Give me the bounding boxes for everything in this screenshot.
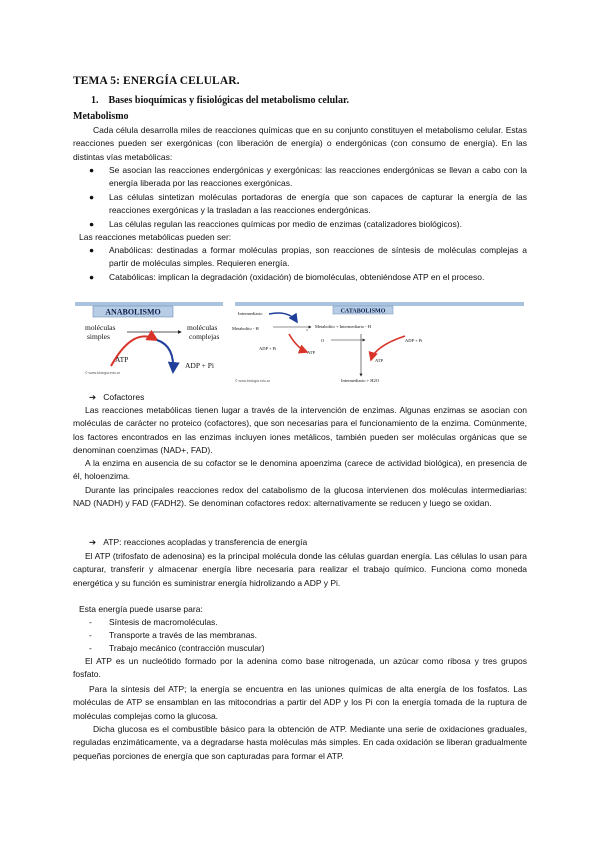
bullet-text: Se asocian las reacciones endergónicas y exergónicas: las reacciones endergónicas se llevan a cabo con la energía liberada por las reacciones exergónicas.: [109, 165, 527, 189]
simple-molecules-label: simples: [87, 332, 110, 341]
subsection-heading: Metabolismo: [73, 111, 129, 122]
dash-item: [89, 642, 265, 655]
bullet-text: Catabólicas: implican la degradación (oxidación) de biomoléculas, obteniéndose ATP en el proceso.: [109, 272, 485, 282]
bullet-dot: ●: [89, 245, 95, 255]
adp-label: ADP + Pi: [185, 361, 214, 370]
atp-heading: [89, 536, 307, 549]
anabolism-credit: © www.biologia.edu.ar: [85, 371, 120, 375]
metabolism-diagram: [75, 302, 524, 386]
complex-molecules-label: complejas: [189, 332, 220, 341]
catabolism-label: CATABOLISMO: [340, 308, 386, 315]
atp-right-label: ATP: [375, 358, 384, 363]
metabolite-label: Metabolito - H: [232, 326, 259, 331]
bullet-text: Las células sintetizan moléculas portadoras de energía que son capaces de capturar la energía de las reacciones exergónicas y la trasladan a las reacciones endergónicas.: [109, 192, 527, 216]
bullet-text: Anabólicas: destinadas a formar moléculas propias, son reacciones de síntesis de moléculas complejas a partir de moléculas simples. Requieren energía.: [109, 245, 527, 269]
blue-arrow: [157, 340, 173, 372]
atp-paragraph-3: Para la síntesis del ATP; la energía se encuentra en las uniones químicas de alta energía de los fosfatos. Las moléculas de ATP se ensamblan en las mitocondrias a partir del ADP y los Pi con la energía tomada de la ruptura de moléculas complejas como la glucosa.: [73, 684, 527, 721]
section-heading: [91, 95, 349, 106]
atp-paragraph-1: El ATP (trifosfato de adenosina) es la principal molécula donde las células guardan energía. Las células lo usan para capturar, transferir y almacenar energía libre necesaria para realizar el trabajo químico. Funciona como moneda energética y su función es suministrar energía hidrolizando a ADP y Pi.: [73, 551, 527, 588]
cofactores-title: Cofactores: [103, 392, 145, 402]
bullet-dot: ●: [89, 192, 95, 202]
bullet-dot: ●: [89, 219, 95, 229]
section-title: Bases bioquímicas y fisiológicas del metabolismo celular.: [108, 95, 349, 106]
bullet-item: [89, 218, 527, 231]
products-label: Metabolito + Intermediario - H: [315, 324, 372, 329]
cofactores-paragraph-1: Las reacciones metabólicas tienen lugar a través de la intervención de enzimas. Algunas enzimas se asocian con moléculas de carácter no proteico (cofactores), que son necesarias para el funcionamiento de la enzima. Comúnmente, los factores encontrados en las enzimas incluyen iones metálicos, también pueden ser moléculas orgánicas que se denominan coenzimas (NAD+, FAD).: [73, 405, 527, 456]
bullet-item: [89, 271, 527, 284]
anabolism-panel: [75, 302, 223, 375]
red-arrow: [289, 334, 307, 352]
bullet-text: Las células regulan las reacciones químicas por medio de enzimas (catalizadores biológicos).: [109, 219, 462, 229]
anabolism-label: ANABOLISMO: [105, 307, 161, 317]
red-arrow: [371, 336, 405, 360]
adp-left-label: ADP + Pi: [259, 346, 277, 351]
section-number: 1.: [91, 95, 99, 106]
dash-item: [89, 629, 257, 642]
dash-marker: -: [89, 617, 92, 627]
catabolism-panel: [232, 302, 524, 383]
dash-text: Transporte a través de las membranas.: [109, 630, 258, 640]
intermediario-label: Intermediario: [238, 311, 263, 316]
cofactores-heading: [89, 391, 144, 404]
atp-paragraph-2: El ATP es un nucleótido formado por la adenina como base nitrogenada, un azúcar como ribosa y tres grupos fosfato.: [73, 656, 527, 680]
atp-left-label: ATP: [307, 350, 316, 355]
atp-title: ATP: reacciones acopladas y transferencia de energía: [103, 537, 308, 547]
dash-text: Síntesis de macromoléculas.: [109, 617, 218, 627]
arrow-icon: ➔: [89, 392, 97, 402]
atp-paragraph-4: Dicha glucosa es el combustible básico para la obtención de ATP. Mediante una serie de oxidaciones graduales, reguladas enzimáticamente, va a degradarse hasta moléculas más simples. En cada oxidación se liberan gradualmente pequeñas porciones de energía que son capturadas para formar el ATP.: [73, 724, 527, 761]
document-title: TEMA 5: ENERGÍA CELULAR.: [73, 75, 240, 87]
cofactores-paragraph-3: Durante las principales reacciones redox del catabolismo de la glucosa intervienen dos moléculas intermediarias: NAD (NADH) y FAD (FADH2). Se denominan cofactores redox: alternativamente se reducen y luego se oxidan.: [73, 485, 527, 509]
bottom-products-label: Intermediario + H2O: [341, 378, 380, 383]
complex-molecules-label: moléculas: [187, 323, 218, 332]
cofactores-paragraph-2: A la enzima en ausencia de su cofactor se le denomina apoenzima (carece de actividad biológica), en presencia de él, holoenzima.: [73, 458, 527, 482]
adp-right-label: ADP + Pi: [405, 338, 423, 343]
oxygen-label: O: [321, 338, 325, 343]
catabolism-credit: © www.biologia.edu.ar: [235, 379, 270, 383]
bullet-item: [89, 191, 527, 218]
dash-item: [89, 616, 218, 629]
blue-arrow: [269, 313, 297, 322]
bullet-item: [89, 164, 527, 191]
bullet-dot: ●: [89, 165, 95, 175]
dash-marker: -: [89, 630, 92, 640]
atp-label: ATP: [115, 355, 129, 364]
anabolism-top-band: [75, 302, 223, 306]
dash-text: Trabajo mecánico (contracción muscular): [109, 643, 265, 653]
atp-uses-intro: Esta energía puede usarse para:: [79, 604, 203, 614]
dash-marker: -: [89, 643, 92, 653]
arrow-icon: ➔: [89, 537, 97, 547]
types-intro: Las reacciones metabólicas pueden ser:: [79, 232, 232, 242]
subscript-2: 2: [306, 328, 308, 332]
catabolism-top-band: [235, 302, 524, 306]
simple-molecules-label: moléculas: [85, 323, 116, 332]
intro-paragraph: Cada célula desarrolla miles de reacciones químicas que en su conjunto constituyen el metabolismo celular. Estas reacciones pueden ser exergónicas (con liberación de energía) o endergónicas (con consumo de energía). En las distintas vías metabólicas:: [73, 125, 527, 162]
bullet-dot: ●: [89, 272, 95, 282]
bullet-item: [89, 244, 527, 271]
